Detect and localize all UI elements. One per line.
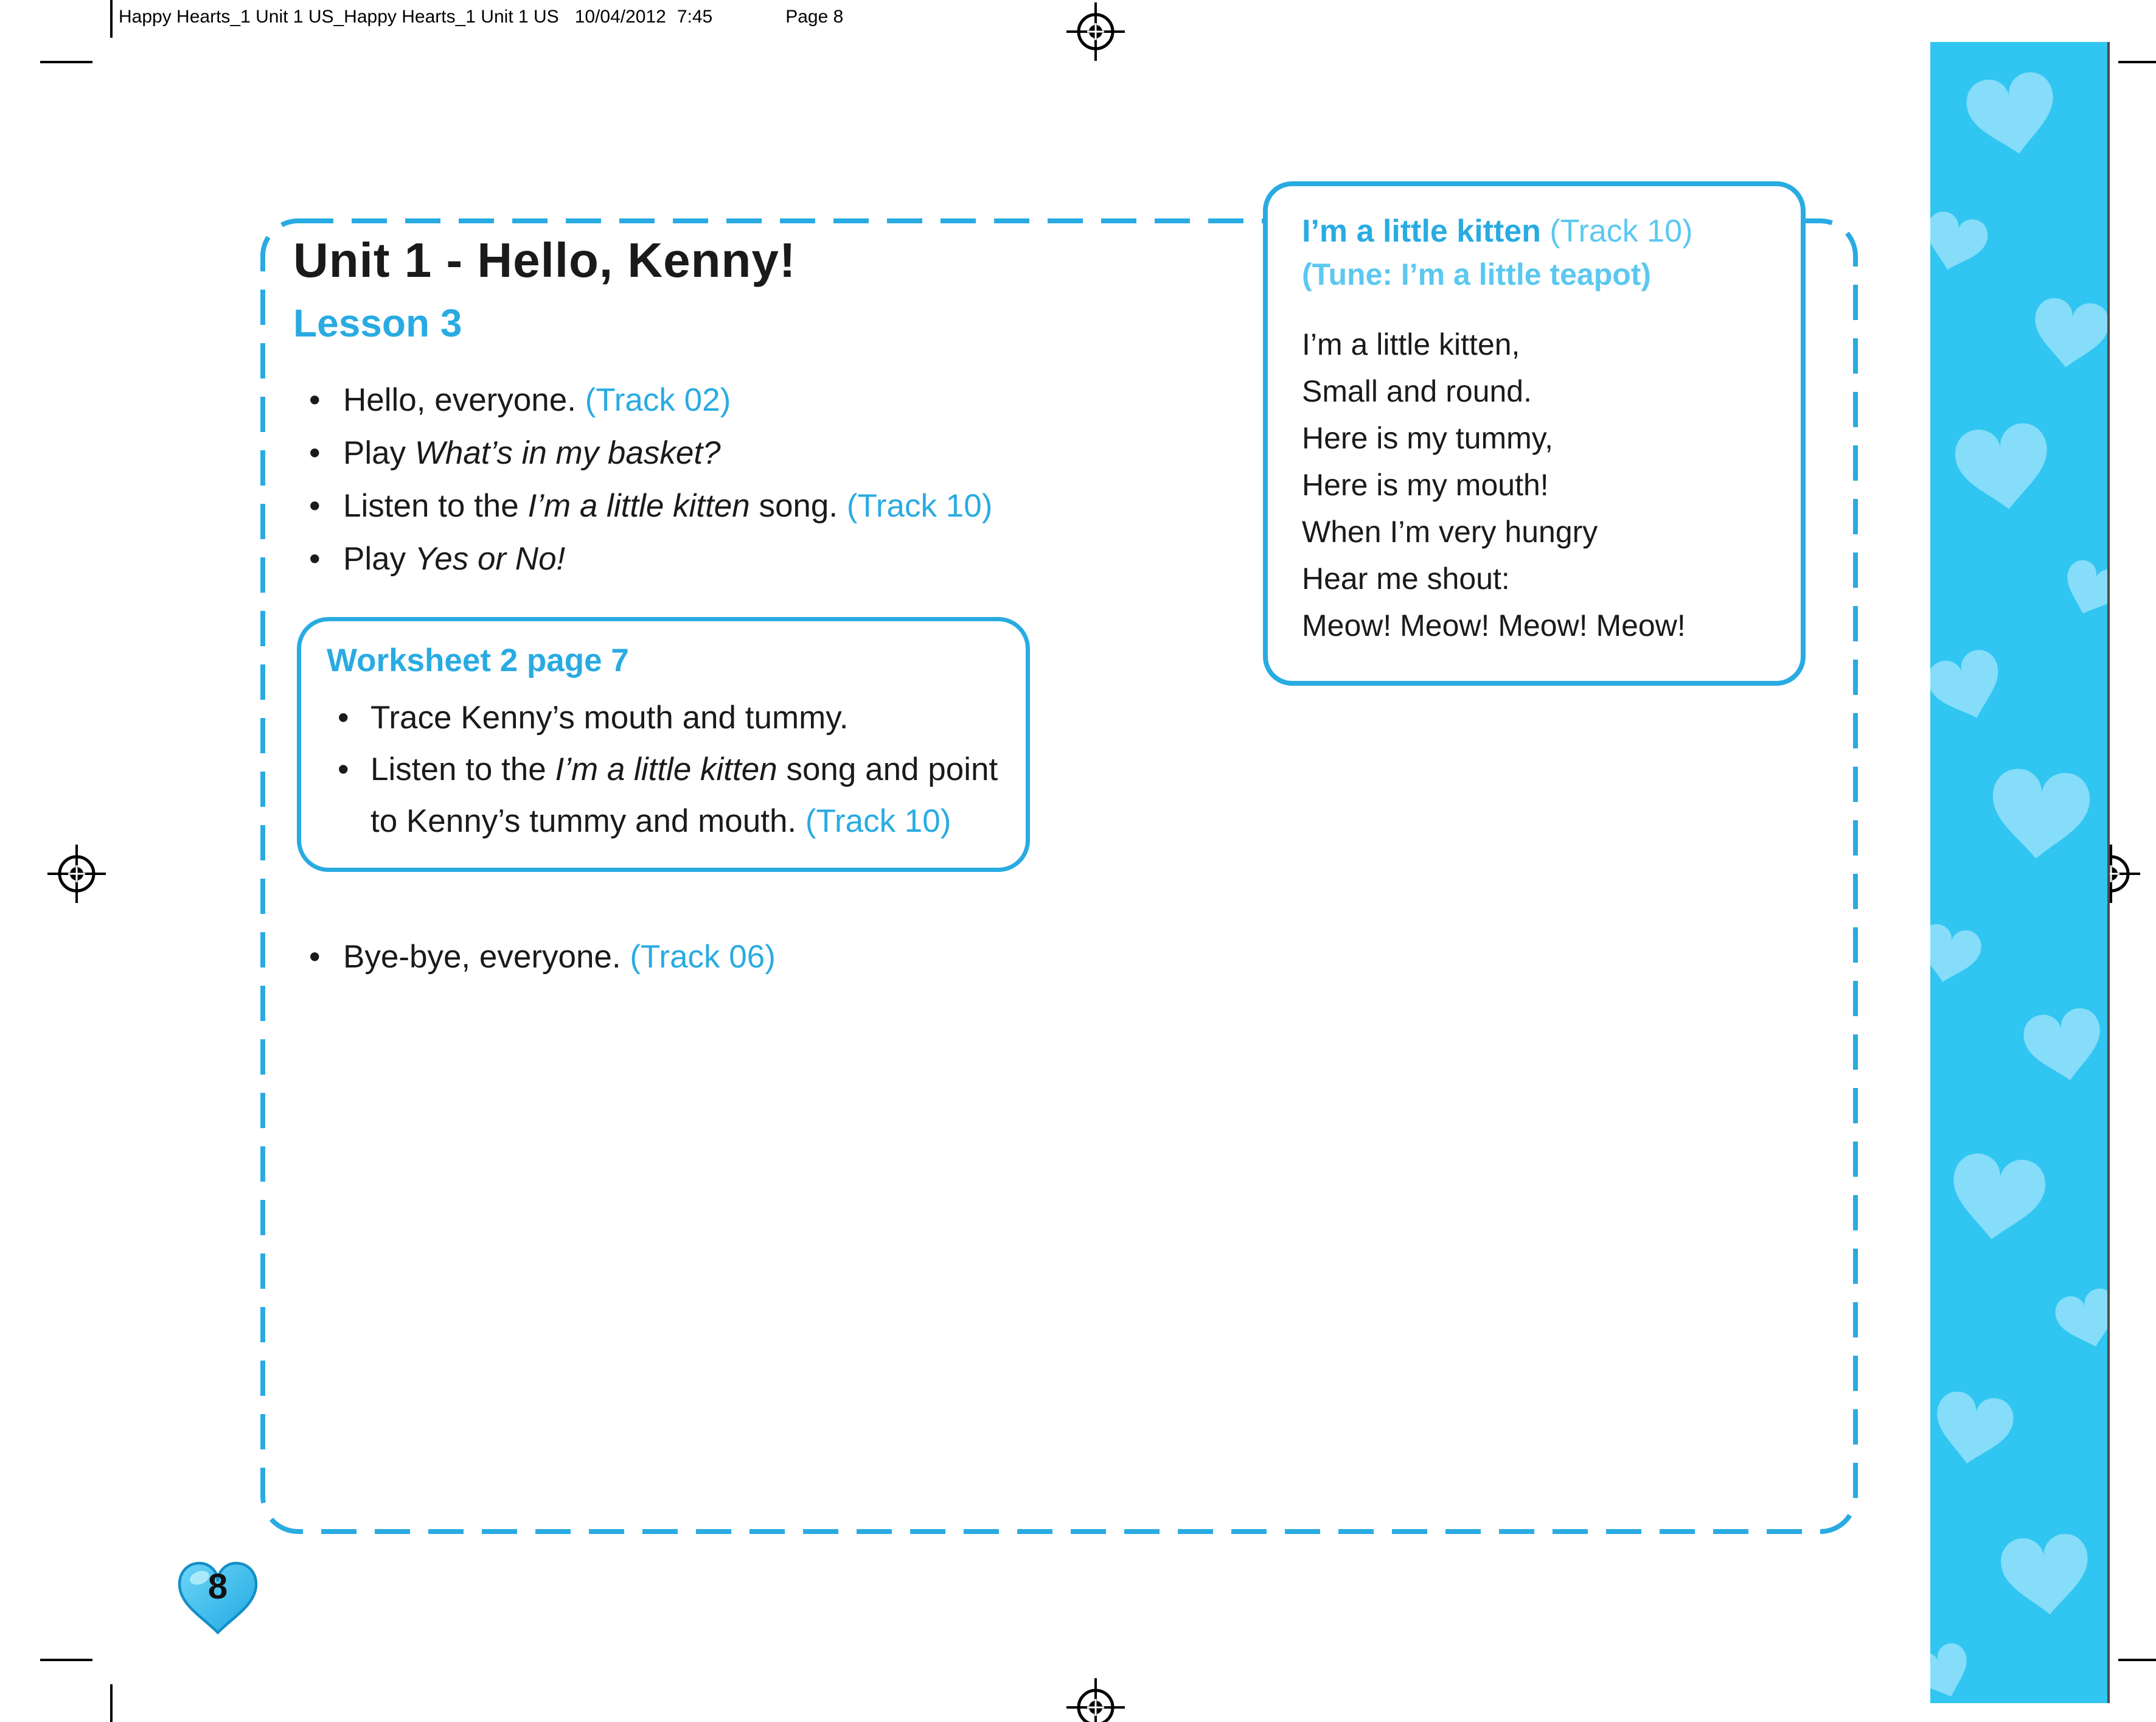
print-job-name: Happy Hearts_1 Unit 1 US_Happy Hearts_1 Unit 1 US — [119, 7, 559, 27]
printer-header — [119, 6, 843, 28]
registration-mark-top-center — [1066, 2, 1125, 61]
bullet-item: • Play Yes or No! — [293, 532, 1254, 585]
registration-mark-bottom-center — [1066, 1678, 1125, 1722]
bullet-item: • Hello, everyone. (Track 02) — [293, 374, 1254, 427]
print-page-label: Page 8 — [785, 7, 844, 27]
page-number: 8 — [207, 1567, 228, 1606]
song-line: When I’m very hungry — [1302, 515, 1598, 549]
lesson-content — [293, 232, 1254, 983]
crop-mark-top-left-horizontal — [40, 61, 92, 63]
worksheet-box — [297, 617, 1030, 872]
bullet-item: • Listen to the I’m a little kitten song. (Track 10) — [293, 479, 1254, 532]
song-line: I’m a little kitten, — [1302, 327, 1520, 361]
bullet-item: • Bye-bye, everyone. (Track 06) — [293, 930, 1254, 983]
print-date: 10/04/2012 — [574, 7, 666, 27]
bullet-item: • Play What’s in my basket? — [293, 427, 1254, 479]
hearts-pattern — [1930, 42, 2107, 1703]
crop-mark-bottom-left-horizontal — [40, 1659, 92, 1661]
crop-mark-top-right-horizontal — [2118, 61, 2156, 63]
lesson-bullet-list — [293, 374, 1254, 585]
lesson-closing-bullet-list — [293, 930, 1254, 983]
worksheet-bullet-list — [327, 692, 1000, 847]
crop-mark-bottom-left-vertical — [110, 1684, 113, 1722]
song-box — [1263, 181, 1806, 686]
bullet-item: • Listen to the I’m a little kitten song and point to Kenny’s tummy and mouth. (Track 10) — [327, 744, 1000, 847]
song-line: Small and round. — [1302, 374, 1532, 408]
unit-title: Unit 1 - Hello, Kenny! — [293, 233, 796, 287]
song-line: Here is my tummy, — [1302, 421, 1553, 455]
lesson-subtitle: Lesson 3 — [293, 301, 462, 345]
bullet-item: • Trace Kenny’s mouth and tummy. — [327, 692, 1000, 744]
song-lyrics — [1302, 321, 1770, 649]
hearts-band — [1930, 42, 2107, 1703]
worksheet-title: Worksheet 2 page 7 — [327, 643, 629, 678]
song-line: Meow! Meow! Meow! Meow! — [1302, 608, 1686, 643]
print-time: 7:45 — [676, 7, 713, 27]
band-right-edge-line — [2107, 42, 2110, 1703]
registration-mark-left-middle — [47, 845, 106, 903]
crop-mark-bottom-right-horizontal — [2118, 1659, 2156, 1661]
song-title: I’m a little kitten (Track 10) — [1302, 214, 1693, 249]
page-number-heart — [172, 1555, 263, 1640]
song-line: Here is my mouth! — [1302, 468, 1549, 502]
song-line: Hear me shout: — [1302, 562, 1510, 596]
song-tune: (Tune: I’m a little teapot) — [1302, 257, 1652, 291]
crop-mark-top-left-vertical — [110, 0, 113, 38]
